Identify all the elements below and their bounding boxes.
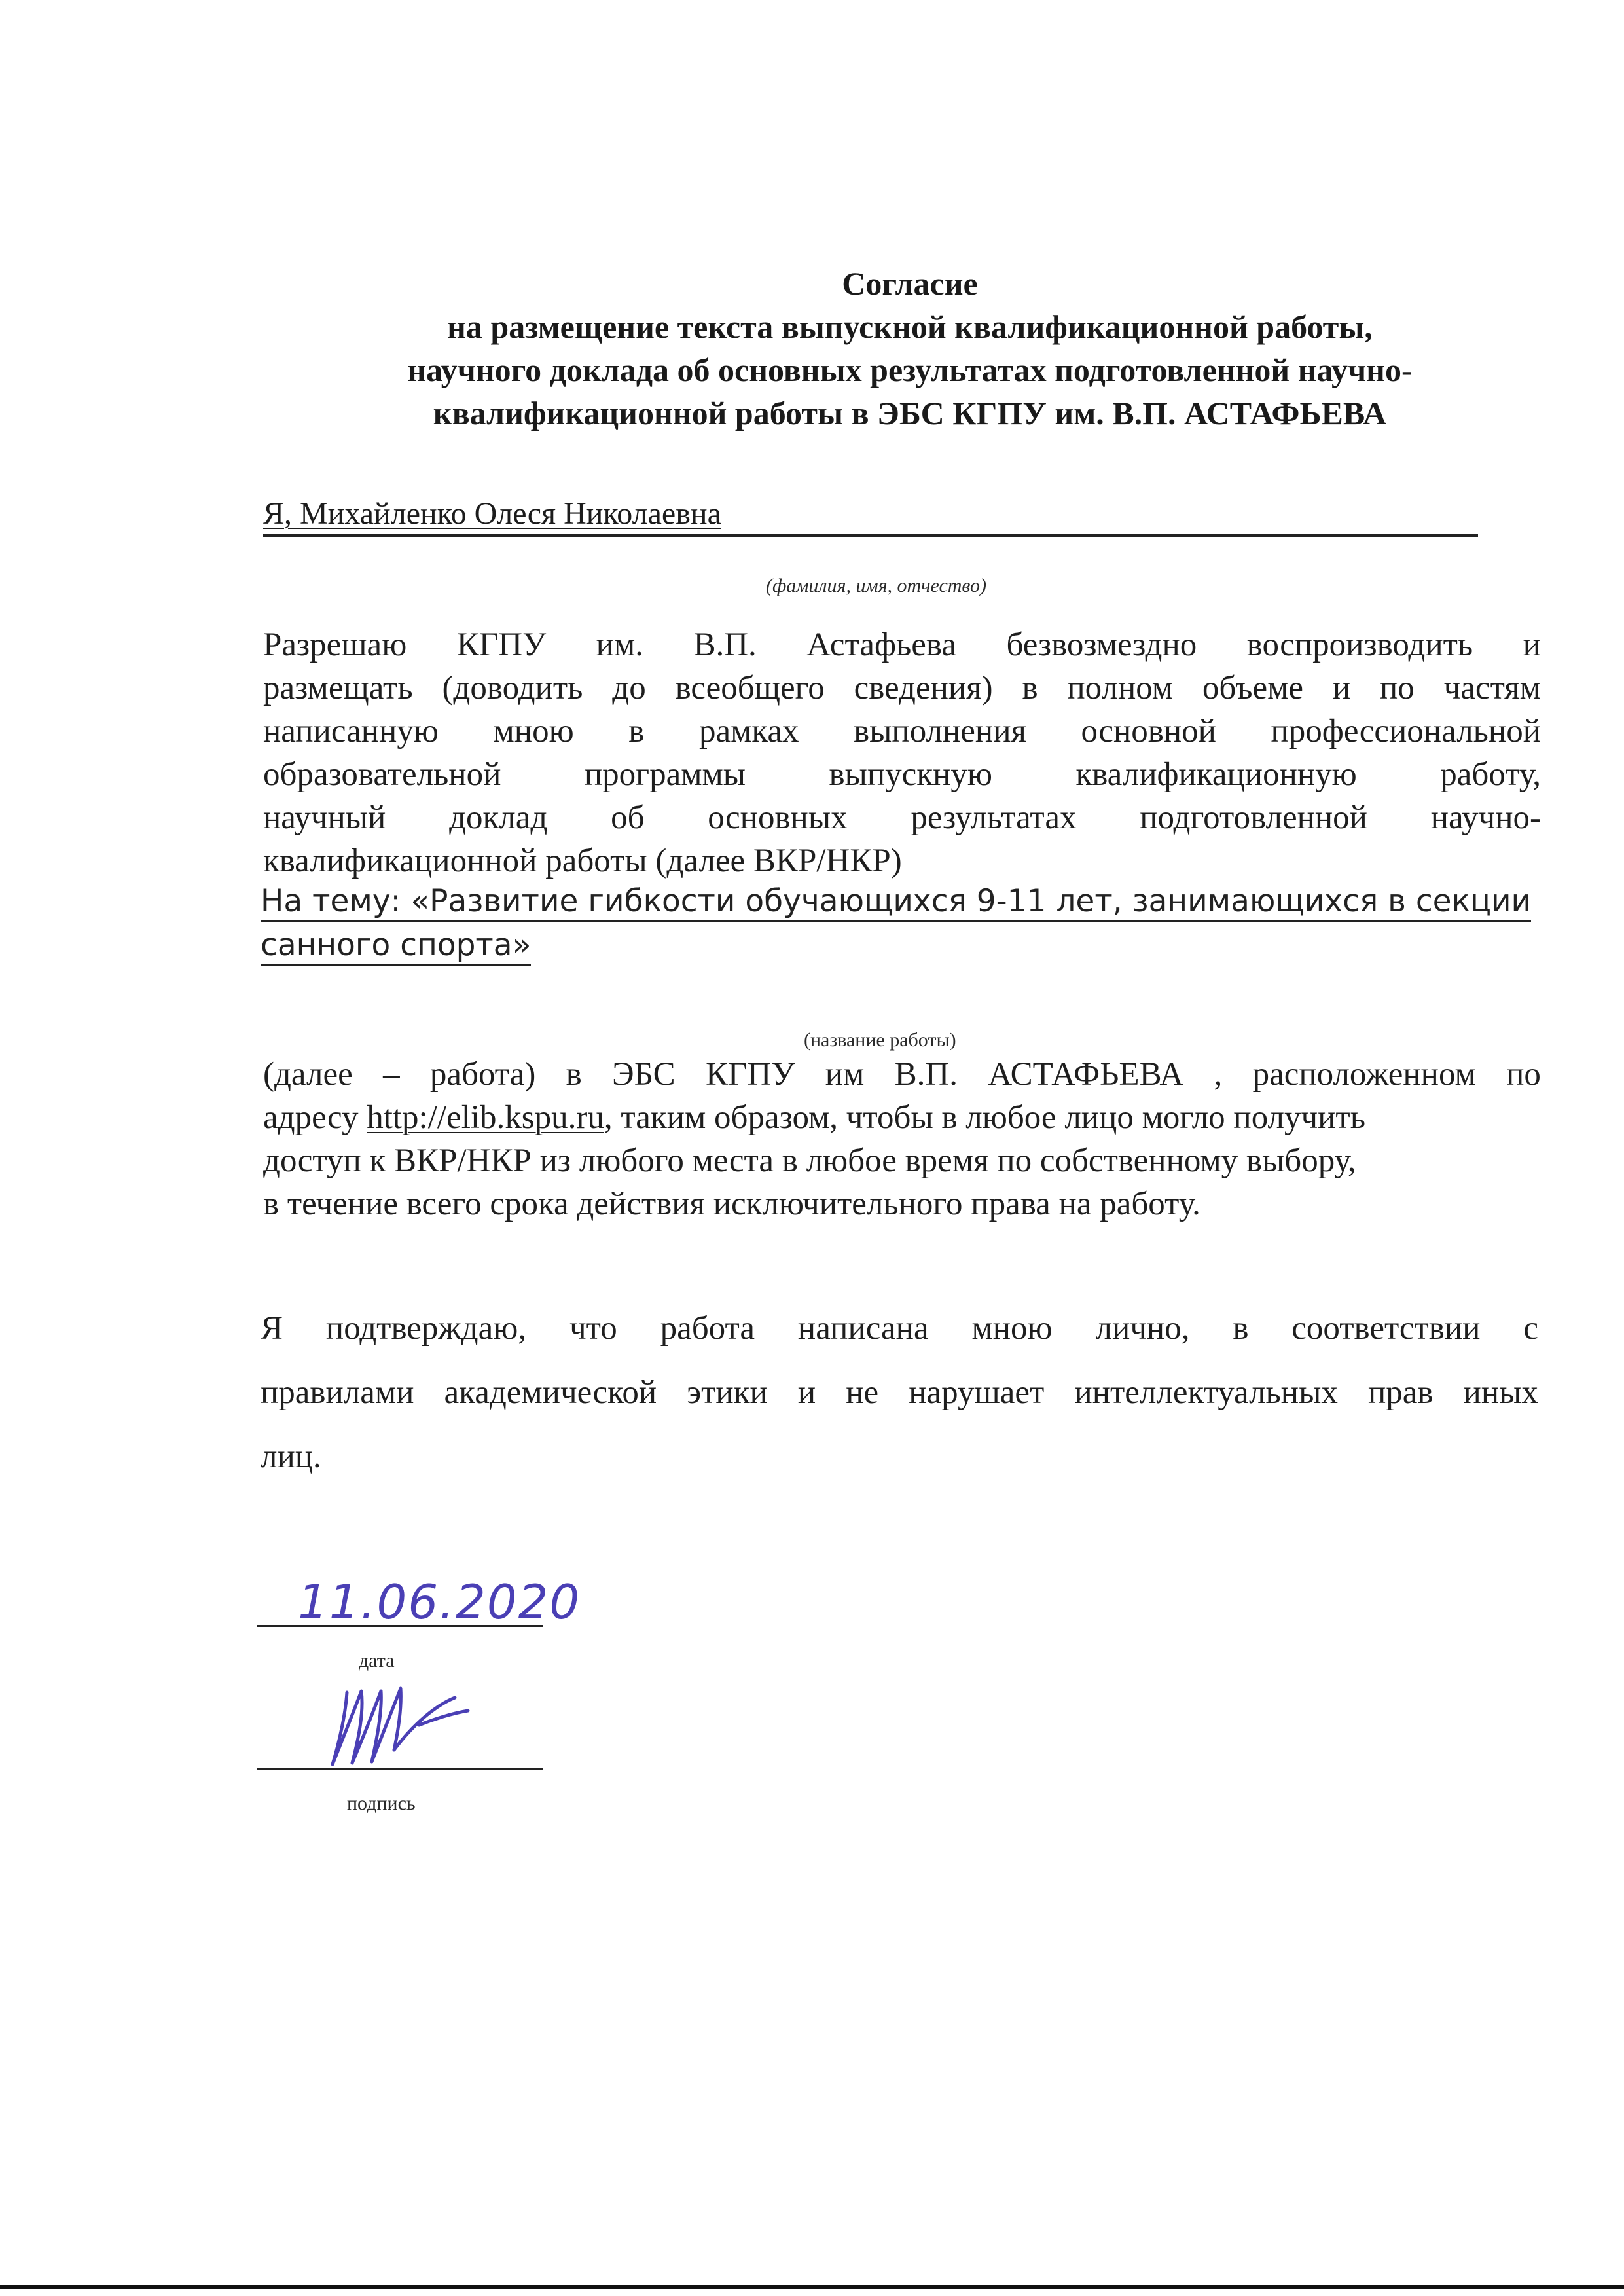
full-name-value: Я, Михайленко Олеся Николаевна xyxy=(263,496,721,531)
paragraph-word: всеобщего xyxy=(675,670,825,706)
paragraph-word: полном xyxy=(1067,670,1174,706)
paragraph-word: В.П. xyxy=(894,1056,958,1093)
paragraph-word: , xyxy=(1214,1056,1223,1093)
paragraph-word: работу, xyxy=(1440,756,1541,793)
paragraph-line xyxy=(263,623,1541,666)
paragraph-word: этики xyxy=(687,1374,768,1411)
paragraph-word: написанную xyxy=(263,713,439,750)
paragraph-word: (доводить xyxy=(442,670,583,706)
paragraph-word: им xyxy=(825,1056,865,1093)
topic-caption: (название работы) xyxy=(804,1029,956,1051)
paragraph-line xyxy=(263,666,1541,710)
paragraph-word: ЭБС xyxy=(612,1056,676,1093)
paragraph-word: в xyxy=(1022,670,1038,706)
paragraph-line xyxy=(263,1096,1541,1139)
document-title xyxy=(196,262,1623,435)
paragraph-word: выполнения xyxy=(854,713,1026,750)
paragraph-word: мною xyxy=(493,713,574,750)
paragraph-line xyxy=(263,710,1541,753)
date-caption: дата xyxy=(359,1650,395,1671)
paragraph-word: им. xyxy=(596,627,643,663)
paragraph-word: в xyxy=(1233,1310,1249,1347)
paragraph-word: сведения) xyxy=(854,670,993,706)
paragraph-word: рамках xyxy=(698,713,799,750)
paragraph-word: расположенном xyxy=(1252,1056,1476,1093)
paragraph-text: , таким образом, чтобы в любое лицо могло получить xyxy=(604,1099,1365,1136)
paragraph-word: академической xyxy=(444,1374,657,1411)
signature-caption: подпись xyxy=(347,1793,416,1814)
paragraph-word: результатах xyxy=(911,799,1077,836)
paragraph-word: (далее xyxy=(263,1056,353,1093)
paragraph-word: научно- xyxy=(1430,799,1541,836)
paragraph-word: Разрешаю xyxy=(263,627,407,663)
paragraph-word: об xyxy=(611,799,645,836)
paragraph-line xyxy=(263,753,1541,796)
paragraph-word: в xyxy=(628,713,645,750)
paragraph-word: Астафьева xyxy=(806,627,956,663)
paragraph-text: адресу xyxy=(263,1099,359,1136)
placement-paragraph xyxy=(263,1053,1541,1226)
paragraph-line xyxy=(261,1425,1538,1489)
paragraph-word: частям xyxy=(1443,670,1541,706)
topic-line-1: На тему: «Развитие гибкости обучающихся 9-11 лет, занимающихся в секции xyxy=(261,883,1531,922)
paragraph-word: не xyxy=(846,1374,879,1411)
paragraph-text: лиц. xyxy=(261,1438,321,1475)
title-line-4: квалификационной работы в ЭБС КГПУ им. В.П. АСТАФЬЕВА xyxy=(433,395,1387,431)
thesis-topic xyxy=(261,881,1570,969)
paragraph-word: и xyxy=(1523,627,1541,663)
paragraph-word: – xyxy=(383,1056,400,1093)
paragraph-word: доклад xyxy=(449,799,548,836)
paragraph-word: воспроизводить xyxy=(1246,627,1473,663)
paragraph-line xyxy=(261,1360,1538,1425)
paragraph-word: КГПУ xyxy=(705,1056,795,1093)
handwritten-signature xyxy=(321,1673,478,1771)
handwritten-date: 11.06.2020 xyxy=(298,1575,581,1630)
paragraph-word: прав xyxy=(1367,1374,1434,1411)
paragraph-line xyxy=(263,1053,1541,1096)
full-name-field xyxy=(263,491,1478,537)
paragraph-word: выпускную xyxy=(829,756,992,793)
paragraph-word: лично, xyxy=(1095,1310,1190,1347)
paragraph-word: и xyxy=(797,1374,816,1411)
paragraph-word: В.П. xyxy=(693,627,757,663)
elib-link[interactable]: http://elib.kspu.ru xyxy=(367,1099,604,1136)
paragraph-word: квалификационную xyxy=(1075,756,1357,793)
paragraph-word: основных xyxy=(708,799,848,836)
permission-paragraph xyxy=(263,623,1541,883)
paragraph-line xyxy=(263,1182,1541,1226)
paragraph-word: правилами xyxy=(261,1374,414,1411)
full-name-caption: (фамилия, имя, отчество) xyxy=(766,575,987,596)
paragraph-word: мною xyxy=(971,1310,1053,1347)
paragraph-word: работа xyxy=(660,1310,755,1347)
scan-edge-rule xyxy=(0,2285,1624,2289)
paragraph-word: по xyxy=(1506,1056,1541,1093)
paragraph-word: безвозмездно xyxy=(1006,627,1197,663)
paragraph-word: в xyxy=(566,1056,582,1093)
topic-line-2: санного спорта» xyxy=(261,927,531,966)
paragraph-word: объеме xyxy=(1202,670,1304,706)
date-line xyxy=(257,1625,543,1627)
paragraph-line xyxy=(263,796,1541,839)
paragraph-word: по xyxy=(1380,670,1415,706)
paragraph-line xyxy=(261,1296,1538,1360)
paragraph-word: интеллектуальных xyxy=(1074,1374,1338,1411)
paragraph-word: научный xyxy=(263,799,386,836)
paragraph-word: работа) xyxy=(429,1056,536,1093)
paragraph-word: и xyxy=(1332,670,1351,706)
paragraph-word: основной xyxy=(1081,713,1216,750)
paragraph-word: программы xyxy=(584,756,746,793)
paragraph-word: нарушает xyxy=(909,1374,1045,1411)
paragraph-text: квалификационной работы (далее ВКР/НКР) xyxy=(263,843,902,879)
paragraph-word: профессиональной xyxy=(1271,713,1541,750)
paragraph-text: в течение всего срока действия исключительного права на работу. xyxy=(263,1186,1200,1222)
paragraph-word: подтверждаю, xyxy=(325,1310,527,1347)
paragraph-word: иных xyxy=(1463,1374,1538,1411)
paragraph-word: размещать xyxy=(263,670,413,706)
paragraph-word: до xyxy=(612,670,646,706)
title-line-2: на размещение текста выпускной квалификационной работы, xyxy=(447,308,1373,345)
signature-line xyxy=(257,1768,543,1770)
paragraph-word: КГПУ xyxy=(456,627,547,663)
paragraph-word: подготовленной xyxy=(1140,799,1367,836)
paragraph-line xyxy=(263,839,1541,883)
paragraph-word: что xyxy=(569,1310,617,1347)
paragraph-word: написана xyxy=(797,1310,929,1347)
paragraph-text: доступ к ВКР/НКР из любого места в любое время по собственному выбору, xyxy=(263,1142,1356,1179)
paragraph-word: образовательной xyxy=(263,756,501,793)
title-line-1: Согласие xyxy=(842,265,978,302)
confirmation-paragraph xyxy=(261,1296,1538,1489)
paragraph-line xyxy=(263,1139,1541,1182)
title-line-3: научного доклада об основных результатах подготовленной научно- xyxy=(407,352,1413,388)
paragraph-word: с xyxy=(1523,1310,1538,1347)
paragraph-word: АСТАФЬЕВА xyxy=(988,1056,1184,1093)
paragraph-word: Я xyxy=(261,1310,283,1347)
paragraph-word: соответствии xyxy=(1291,1310,1481,1347)
